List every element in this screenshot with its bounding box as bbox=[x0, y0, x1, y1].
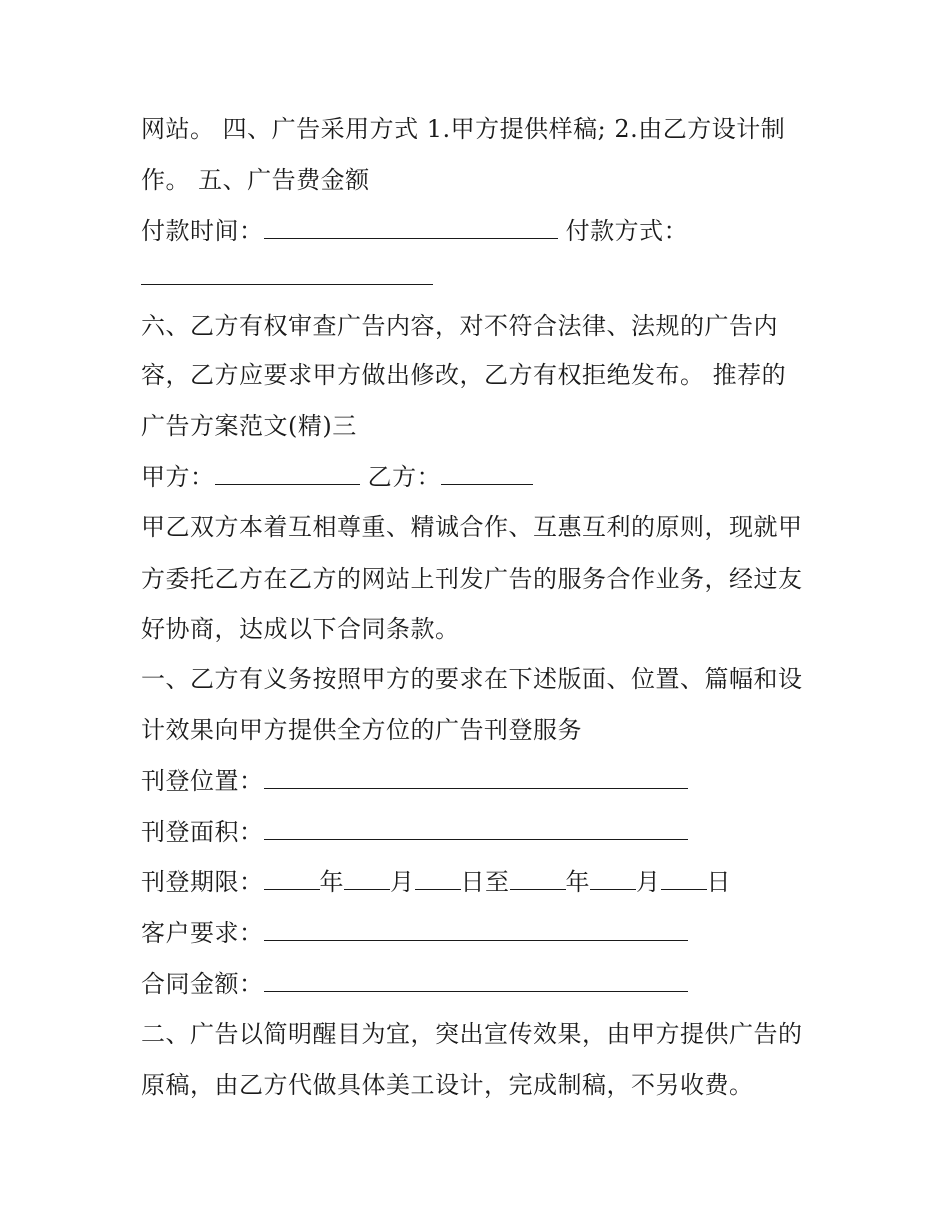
form-line bbox=[141, 969, 688, 999]
paragraph-line bbox=[141, 114, 785, 144]
form-line bbox=[141, 817, 688, 847]
paragraph-line bbox=[141, 512, 803, 542]
period-label: 刊登期限： bbox=[141, 868, 264, 896]
client-request-blank bbox=[264, 918, 688, 941]
text: 容，乙方应要求甲方做出修改，乙方有权拒绝发布。 推荐的 bbox=[141, 361, 787, 389]
payment-time-label: 付款时间： bbox=[141, 217, 264, 245]
paragraph-line bbox=[141, 664, 803, 694]
day-to-text: 日至 bbox=[460, 868, 510, 896]
text: 方委托乙方在乙方的网站上刊发广告的服务合作业务，经过友 bbox=[141, 565, 803, 593]
text: 网站。 四、广告采用方式 1.甲方提供样稿; 2.由乙方设计制 bbox=[141, 115, 786, 143]
payment-method-blank bbox=[141, 262, 433, 285]
area-blank bbox=[264, 817, 688, 840]
section-title bbox=[141, 411, 357, 441]
paragraph-line bbox=[141, 360, 786, 390]
text: 二、广告以简明醒目为宜，突出宣传效果，由甲方提供广告的 bbox=[141, 1020, 803, 1048]
text: 一、乙方有义务按照甲方的要求在下述版面、位置、篇幅和设 bbox=[141, 665, 803, 693]
text: 原稿，由乙方代做具体美工设计，完成制稿，不另收费。 bbox=[141, 1071, 754, 1099]
parties-line bbox=[141, 462, 533, 492]
paragraph-line bbox=[141, 1070, 754, 1100]
form-line bbox=[141, 766, 688, 796]
end-month-blank bbox=[590, 867, 636, 890]
paragraph-line bbox=[141, 715, 582, 745]
year-text: 年 bbox=[565, 868, 590, 896]
month-text: 月 bbox=[390, 868, 415, 896]
area-label: 刊登面积： bbox=[141, 818, 264, 846]
party-b-blank bbox=[441, 462, 533, 485]
paragraph-line bbox=[141, 614, 460, 644]
start-day-blank bbox=[415, 867, 461, 890]
contract-amount-label: 合同金额： bbox=[141, 970, 264, 998]
text: 广告方案范文(精)三 bbox=[141, 412, 357, 440]
period-line bbox=[141, 867, 731, 897]
payment-method-label: 付款方式： bbox=[565, 217, 689, 245]
paragraph-line bbox=[141, 311, 778, 341]
end-day-blank bbox=[661, 867, 707, 890]
day-text: 日 bbox=[706, 868, 731, 896]
text: 好协商，达成以下合同条款。 bbox=[141, 615, 460, 643]
placement-label: 刊登位置： bbox=[141, 767, 264, 795]
payment-method-blank-line bbox=[141, 262, 433, 292]
paragraph-line bbox=[141, 564, 803, 594]
paragraph-line bbox=[141, 165, 370, 195]
start-month-blank bbox=[344, 867, 390, 890]
month-text: 月 bbox=[636, 868, 661, 896]
payment-time-blank bbox=[264, 216, 558, 239]
text: 计效果向甲方提供全方位的广告刊登服务 bbox=[141, 716, 582, 744]
party-a-blank bbox=[215, 462, 360, 485]
contract-amount-blank bbox=[264, 969, 688, 992]
text: 甲乙双方本着互相尊重、精诚合作、互惠互利的原则，现就甲 bbox=[141, 513, 803, 541]
text: 作。 五、广告费金额 bbox=[141, 166, 370, 194]
party-a-label: 甲方： bbox=[141, 463, 215, 491]
start-year-blank bbox=[264, 867, 320, 890]
placement-blank bbox=[264, 766, 688, 789]
party-b-label: 乙方： bbox=[367, 463, 442, 491]
payment-line bbox=[141, 216, 688, 246]
client-request-label: 客户要求： bbox=[141, 919, 264, 947]
paragraph-line bbox=[141, 1019, 803, 1049]
end-year-blank bbox=[510, 867, 566, 890]
form-line bbox=[141, 918, 688, 948]
text: 六、乙方有权审查广告内容，对不符合法律、法规的广告内 bbox=[141, 312, 778, 340]
year-text: 年 bbox=[319, 868, 344, 896]
